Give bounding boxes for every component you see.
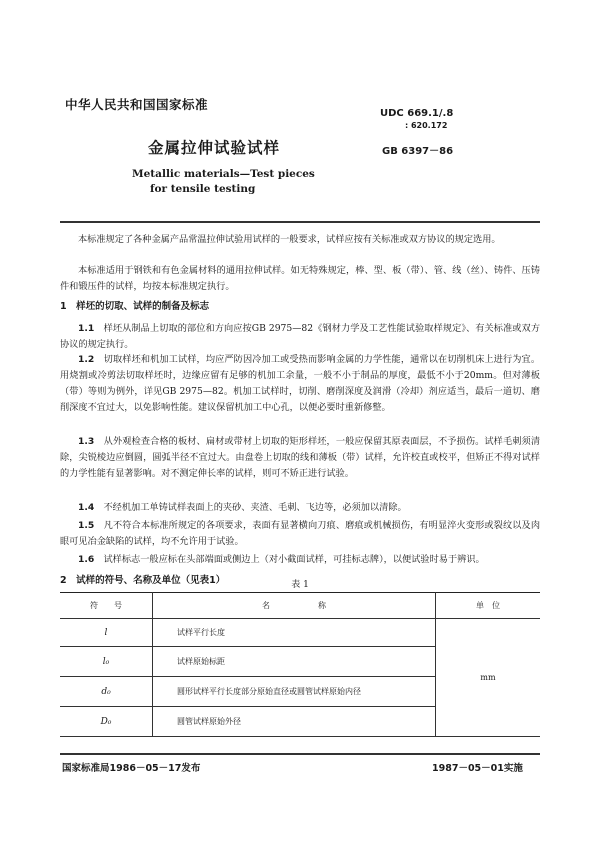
clause-text: 从外观检查合格的板材、扁材或带材上切取的矩形样坯，一般应保留其原表面层，不予损伤。试样毛刺须清除，尖锐棱边应倒圆，圆弧半径不宜过大。由盘卷上切取的线和薄板（带）试样，允许校直或校平，但矫正不得对试样的力学性能有显著影响。对不测定伸长率的试样，则可不矫正进行试验。 <box>60 436 541 479</box>
clause-1-3 <box>60 434 540 482</box>
clause-1-4 <box>60 500 540 516</box>
issue-date: 国家标准局1986－05－17发布 <box>62 763 201 774</box>
symbol-cell: l₀ <box>60 647 153 677</box>
clause-text: 样坯从制品上切取的部位和方向应按GB 2975—82《钢材力学及工艺性能试验取样规定》、有关标准或双方协议的规定执行。 <box>60 323 541 350</box>
footer-divider <box>60 753 540 755</box>
symbol-cell: D₀ <box>60 707 153 737</box>
clause-number: 1.4 <box>78 502 95 513</box>
section-2-heading: 2 试样的符号、名称及单位（见表1） <box>60 575 226 586</box>
title-chinese: 金属拉伸试验试样 <box>148 139 281 157</box>
table-header-row <box>60 593 540 619</box>
clause-number: 1.3 <box>78 436 95 447</box>
clause-1-1 <box>60 321 540 353</box>
title-english-line1: Metallic materials—Test pieces <box>132 168 315 180</box>
title-english-line2: for tensile testing <box>150 183 256 195</box>
clause-text: 凡不符合本标准所规定的各项要求，表面有显著横向刀痕、磨痕或机械损伤，有明显淬火变形或裂纹以及肉眼可见冶金缺陷的试样，均不允许用于试验。 <box>60 520 541 547</box>
symbols-table <box>60 592 540 737</box>
name-cell: 圆管试样原始外径 <box>153 707 436 737</box>
column-header-name: 名 称 <box>153 593 436 619</box>
symbol-cell: d₀ <box>60 677 153 707</box>
table-row <box>60 619 540 647</box>
udc-code-continued: : 620.172 <box>405 121 448 130</box>
clause-number: 1.6 <box>78 554 95 565</box>
clause-number: 1.1 <box>78 323 95 334</box>
table-caption: 表 1 <box>291 580 309 590</box>
udc-code: UDC 669.1/.8 <box>380 108 454 119</box>
gb-code: GB 6397－86 <box>382 146 454 157</box>
clause-1-5 <box>60 518 540 550</box>
standard-org: 中华人民共和国国家标准 <box>65 97 209 112</box>
column-header-unit: 单 位 <box>436 593 541 619</box>
name-cell: 试样平行长度 <box>153 619 436 647</box>
name-cell: 试样原始标距 <box>153 647 436 677</box>
header-divider <box>60 221 540 223</box>
clause-1-2 <box>60 352 540 416</box>
clause-number: 1.2 <box>78 354 95 365</box>
section-1-heading: 1 样坯的切取、试样的制备及标志 <box>60 301 210 312</box>
clause-1-6 <box>60 552 540 568</box>
symbol-cell: l <box>60 619 153 647</box>
clause-number: 1.5 <box>78 520 95 531</box>
name-cell: 圆形试样平行长度部分原始直径或圆管试样原始内径 <box>153 677 436 707</box>
intro-paragraph-1: 本标准规定了各种金属产品常温拉伸试验用试样的一般要求，试样应按有关标准或双方协议的规定选用。 <box>78 234 501 245</box>
effective-date: 1987－05－01实施 <box>432 763 523 774</box>
clause-text: 切取样坯和机加工试样，均应严防因冷加工或受热而影响金属的力学性能，通常以在切削机床上进行为宜。用烧割或冷剪法切取样坯时，边缘应留有足够的机加工余量，一般不小于制品的厚度，最低不小于20mm。但对薄板（带）等则为例外，详见GB 2975—82。机加工试样时，切削、磨削深度及润滑（冷却）剂应适当，最后一道切、磨削深度不宜过大，以免影响性能。建议保留机加工中心孔，以便必要时重新修整。 <box>60 354 541 413</box>
intro-paragraph-2: 本标准适用于钢铁和有色金属材料的通用拉伸试样。如无特殊规定，棒、型、板（带）、管、线（丝）、铸件、压铸件和锻压件的试样，均按本标准规定执行。 <box>60 265 540 292</box>
clause-text: 试样标志一般应标在头部端面或侧边上（对小截面试样，可挂标志牌），以便试验时易于辨识。 <box>103 554 485 565</box>
column-header-symbol: 符 号 <box>60 593 153 619</box>
unit-cell: mm <box>436 619 541 737</box>
clause-text: 不经机加工单铸试样表面上的夹砂、夹渣、毛刺、飞边等，必须加以清除。 <box>103 502 407 513</box>
